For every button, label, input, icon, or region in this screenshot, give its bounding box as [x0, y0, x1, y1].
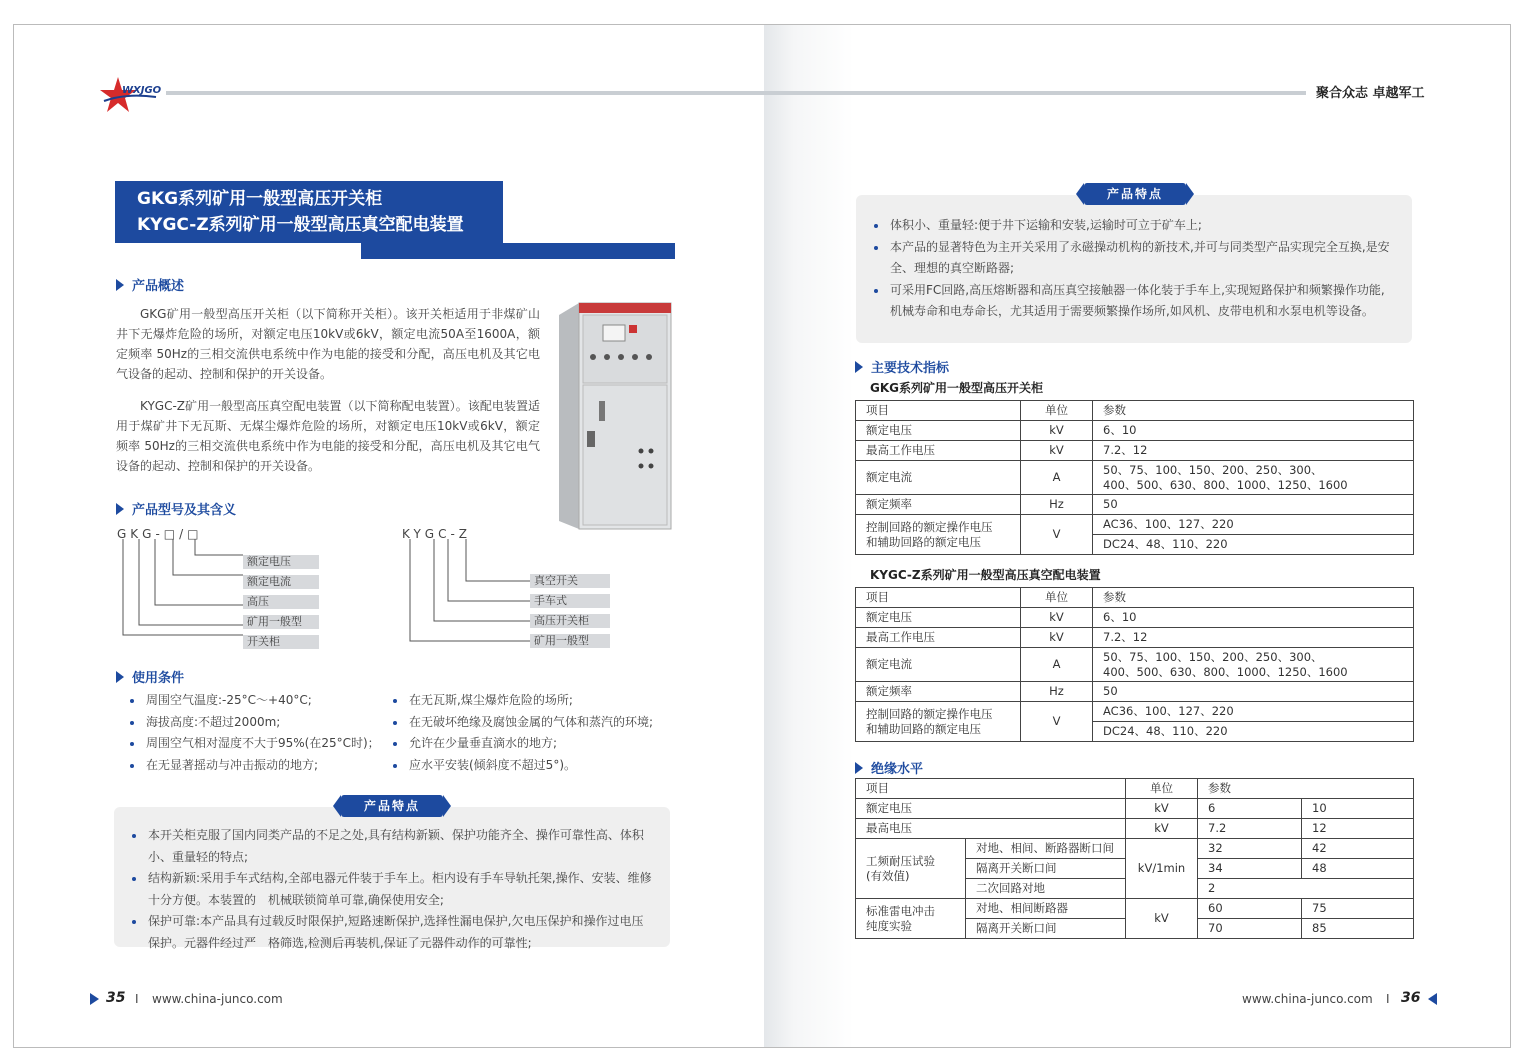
- spec-table-kygc: [855, 587, 1414, 742]
- features-pill-right: 产品特点: [1084, 183, 1186, 205]
- tech-table-2-title: KYGC-Z系列矿用一般型高压真空配电装置: [870, 568, 1101, 582]
- overview-paragraph-2: KYGC-Z矿用一般型高压真空配电装置（以下简称配电装置）。该配电装置适用于煤矿井下无瓦斯、无煤尘爆炸危险的场所，对额定电压10kV或6kV，额定频率 50Hz的三相交流供电系统中作为电能的接受和分配，高压电机及其它电气设备的起动、控制和保护的开关设备。: [116, 399, 540, 473]
- list-item: 保护可靠:本产品具有过载反时限保护,短路速断保护,选择性漏电保护,欠电压保护和操作过电压保护。元器件经过严 格筛选,检测后再装机,保证了元器件动作的可靠性;: [130, 911, 654, 954]
- table-row: 额定电压 kV 6 10: [856, 799, 1414, 819]
- table-row: 隔离开关断口间 70 85: [856, 919, 1414, 939]
- footer-arrow-icon: [90, 993, 99, 1005]
- model-label: 额定电流: [243, 575, 319, 589]
- footer-url-left: www.china-junco.com: [152, 992, 283, 1006]
- section-triangle-icon: [116, 279, 124, 291]
- insulation-table: [855, 778, 1414, 939]
- model-label: 高压: [243, 595, 319, 609]
- header-rule: [166, 91, 1306, 95]
- table-row: 项目 单位 参数: [856, 588, 1414, 608]
- table-row: DC24、48、110、220: [856, 535, 1414, 555]
- logo-text: WXJGO: [122, 85, 162, 96]
- model-code-gkg: GKG-□/□: [117, 527, 203, 541]
- model-label: 矿用一般型: [530, 634, 610, 648]
- table-row: 项目 单位 参数: [856, 401, 1414, 421]
- table-row: 控制回路的额定操作电压 和辅助回路的额定电压 V AC36、100、127、220: [856, 515, 1414, 535]
- section-triangle-icon: [116, 503, 124, 515]
- conditions-heading: 使用条件: [116, 667, 184, 686]
- tech-heading: 主要技术指标: [855, 357, 949, 376]
- table-row: 项目 单位 参数: [856, 779, 1414, 799]
- model-label: 手车式: [530, 594, 610, 608]
- title-line-1: GKG系列矿用一般型高压开关柜: [137, 189, 383, 209]
- title-accent-bar: [361, 243, 675, 259]
- table-row: 最高电压 kV 7.2 12: [856, 819, 1414, 839]
- features-box-left: [114, 807, 670, 950]
- model-label: 真空开关: [530, 574, 610, 588]
- overview-paragraph-1: GKG矿用一般型高压开关柜（以下简称开关柜）。该开关柜适用于非煤矿山井下无爆炸危险的场所，对额定电压10kV或6kV，额定电流50A至1600A，额定频率 50Hz的三相交流供电系统中作为电能的接受和分配，高压电机及其它电气设备的起动、控制和保护的开关设备。: [116, 307, 540, 381]
- spec-table-gkg: [855, 400, 1414, 555]
- table-row: 二次回路对地 2: [856, 879, 1414, 899]
- section-triangle-icon: [116, 671, 124, 683]
- page-number-right: 36: [1401, 990, 1421, 1006]
- list-item: 结构新颖:采用手车式结构,全部电器元件装于手车上。柜内设有手车导轨托架,操作、安装、维修十分方便。本装置的 机械联锁简单可靠,确保使用安全;: [130, 868, 654, 911]
- page-number-left: 35: [106, 990, 126, 1006]
- switchgear-cabinet-image: [559, 301, 674, 531]
- model-label: 矿用一般型: [243, 615, 319, 629]
- list-item: 可采用FC回路,高压熔断器和高压真空接触器一体化装于手车上,实现短路保护和频繁操作功能,机械寿命和电寿命长，尤其适用于需要频繁操作场所,如风机、皮带电机和水泵电机等设备。: [872, 280, 1396, 323]
- model-label: 额定电压: [243, 555, 319, 569]
- footer-separator: I: [1386, 992, 1390, 1006]
- model-code-kygc-diagram: [404, 537, 624, 649]
- footer-url-right: www.china-junco.com: [1242, 992, 1373, 1006]
- table-row: 额定电流 A 50、75、100、150、200、250、300、 400、500、630、800、1000、1250、1600: [856, 461, 1414, 495]
- list-item: 周围空气相对湿度不大于95%(在25°C时)；: [128, 733, 398, 755]
- footer-separator: I: [135, 992, 139, 1006]
- features-pill-left: 产品特点: [341, 795, 443, 817]
- features-list-right: [872, 215, 1396, 323]
- features-list-left: [130, 825, 654, 954]
- brochure-spread: [13, 24, 1511, 1048]
- table-row: 额定电压 kV 6、10: [856, 421, 1414, 441]
- conditions-list-1: [128, 690, 398, 776]
- model-code-gkg-diagram: [117, 537, 337, 649]
- footer-arrow-icon: [1428, 993, 1437, 1005]
- list-item: 应水平安装(倾斜度不超过5°)。: [391, 755, 681, 777]
- list-item: 在无瓦斯,煤尘爆炸危险的场所;: [391, 690, 681, 712]
- table-row: 额定电流 A 50、75、100、150、200、250、300、 400、500、630、800、1000、1250、1600: [856, 648, 1414, 682]
- table-row: DC24、48、110、220: [856, 722, 1414, 742]
- list-item: 在无显著摇动与冲击振动的地方;: [128, 755, 398, 777]
- table-row: 控制回路的额定操作电压 和辅助回路的额定电压 V AC36、100、127、220: [856, 702, 1414, 722]
- list-item: 本产品的显著特色为主开关采用了永磁操动机构的新技术,并可与同类型产品实现完全互换,是安全、理想的真空断路器;: [872, 237, 1396, 280]
- insulation-heading: 绝缘水平: [855, 758, 923, 777]
- title-line-2: KYGC-Z系列矿用一般型高压真空配电装置: [137, 215, 464, 235]
- section-triangle-icon: [855, 361, 863, 373]
- list-item: 本开关柜克服了国内同类产品的不足之处,具有结构新颖、保护功能齐全、操作可靠性高、体积小、重量轻的特点;: [130, 825, 654, 868]
- features-box-right: [856, 195, 1412, 343]
- table-row: 额定频率 Hz 50: [856, 682, 1414, 702]
- page-title: [115, 181, 503, 243]
- list-item: 允许在少量垂直滴水的地方;: [391, 733, 681, 755]
- list-item: 周围空气温度:-25°C～+40°C;: [128, 690, 398, 712]
- model-heading: 产品型号及其含义: [116, 499, 236, 518]
- list-item: 体积小、重量轻:便于井下运输和安装,运输时可立于矿车上;: [872, 215, 1396, 237]
- section-triangle-icon: [855, 762, 863, 774]
- overview-heading: 产品概述: [116, 275, 184, 294]
- list-item: 海拔高度:不超过2000m;: [128, 712, 398, 734]
- table-row: 隔离开关断口间 34 48: [856, 859, 1414, 879]
- slogan: 聚合众志 卓越军工: [1316, 86, 1425, 101]
- table-row: 工频耐压试验 (有效值) 对地、相间、断路器断口间 kV/1min 32 42: [856, 839, 1414, 859]
- table-row: 最高工作电压 kV 7.2、12: [856, 441, 1414, 461]
- model-code-kygc: KYGC-Z: [402, 527, 471, 541]
- table-row: 最高工作电压 kV 7.2、12: [856, 628, 1414, 648]
- model-label: 高压开关柜: [530, 614, 610, 628]
- table-row: 额定频率 Hz 50: [856, 495, 1414, 515]
- tech-table-1-title: GKG系列矿用一般型高压开关柜: [870, 381, 1043, 395]
- list-item: 在无破坏绝缘及腐蚀金属的气体和蒸汽的环境;: [391, 712, 681, 734]
- model-label: 开关柜: [243, 635, 319, 649]
- conditions-list-2: [391, 690, 681, 776]
- table-row: 标准雷电冲击 纯度实验 对地、相间断路器 kV 60 75: [856, 899, 1414, 919]
- table-row: 额定电压 kV 6、10: [856, 608, 1414, 628]
